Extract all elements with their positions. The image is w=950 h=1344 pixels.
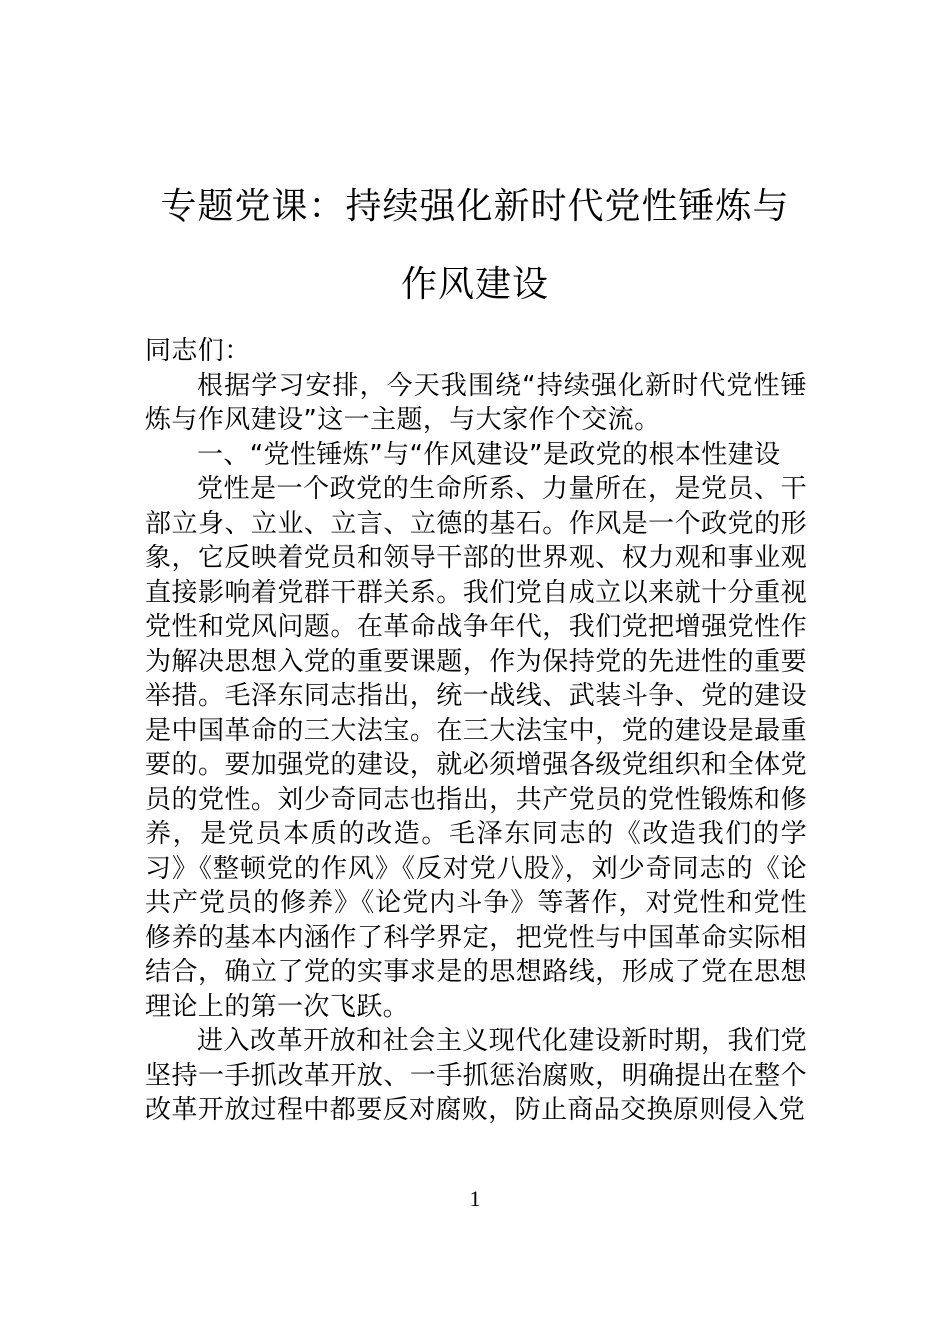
intro-paragraph: 根据学习安排，今天我围绕“持续强化新时代党性锤炼与作风建设”这一主题，与大家作个交流。 [145,370,807,435]
salutation: 同志们： [145,336,251,366]
body-paragraph: 党性是一个政党的生命所系、力量所在，是党员、干部立身、立业、立言、立德的基石。作风是一个政党的形象，它反映着党员和领导干部的世界观、权力观和事业观直接影响着党群干群关系。我们党自成立以来就十分重视党性和党风问题。在革命战争年代，我们党把增强党性作为解决思想入党的重要课题，作为保持党的先进性的重要举措。毛泽东同志指出，统一战线、武装斗争、党的建设是中国革命的三大法宝。在三大法宝中，党的建设是最重要的。要加强党的建设，就必须增强各级党组织和全体党员的党性。刘少奇同志也指出，共产党员的党性锻炼和修养，是党员本质的改造。毛泽东同志的《改造我们的学习》《整顿党的作风》《反对党八股》，刘少奇同志的《论共产党员的修养》《论党内斗争》等著作，对党性和党性修养的基本内涵作了科学界定，把党性与中国革命实际相结合，确立了党的实事求是的思想路线，形成了党在思想理论上的第一次飞跃。 [145,474,807,1022]
page-number: 1 [469,1186,481,1211]
document-title: 专题党课：持续强化新时代党性锤炼与作风建设 [160,186,790,305]
section-heading: 一、“党性锤炼”与“作风建设”是政党的根本性建设 [197,439,781,470]
body-paragraph: 进入改革开放和社会主义现代化建设新时期，我们党坚持一手抓改革开放、一手抓惩治腐败，明确提出在整个改革开放过程中都要反对腐败，防止商品交换原则侵入党 [145,1026,807,1125]
document-body [145,334,807,1128]
